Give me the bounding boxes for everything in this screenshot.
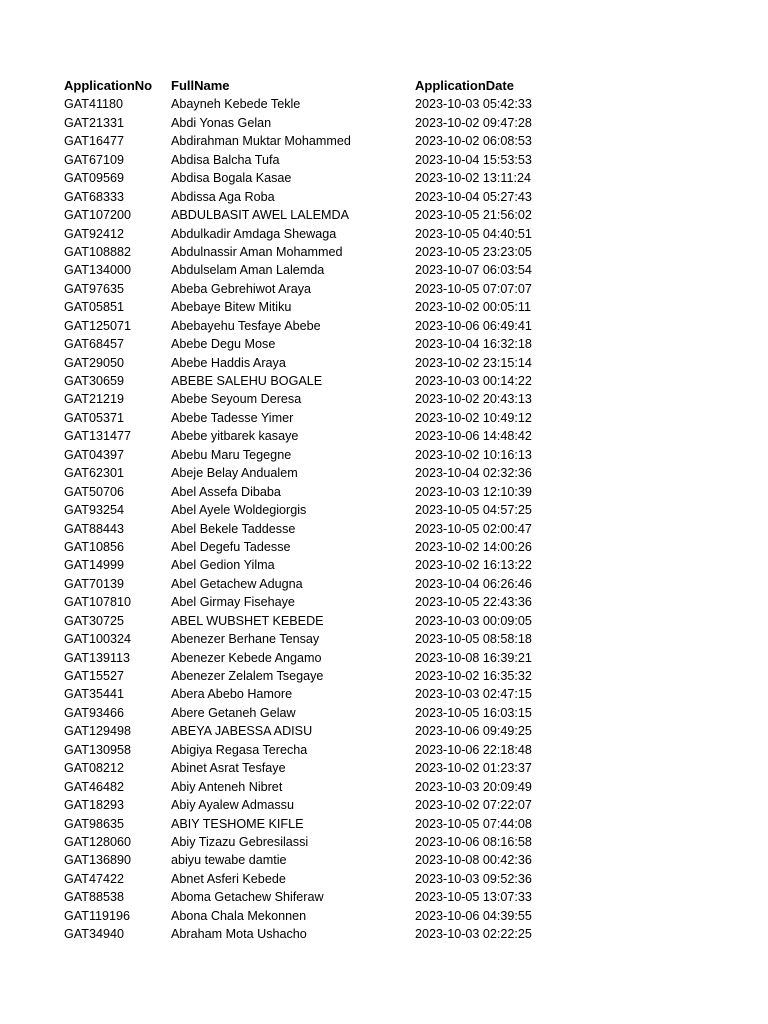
cell-full-name: Abdissa Aga Roba (171, 189, 275, 204)
cell-full-name: Abere Getaneh Gelaw (171, 705, 296, 720)
cell-application-date: 2023-10-05 04:40:51 (415, 226, 532, 241)
cell-application-date: 2023-10-04 16:32:18 (415, 337, 532, 352)
cell-application-no: GAT88538 (64, 890, 124, 905)
cell-application-date: 2023-10-03 12:10:39 (415, 484, 532, 499)
cell-application-date: 2023-10-02 20:43:13 (415, 392, 532, 407)
cell-application-date: 2023-10-02 10:49:12 (415, 410, 532, 425)
cell-application-no: GAT29050 (64, 355, 124, 370)
cell-application-date: 2023-10-05 07:07:07 (415, 281, 532, 296)
header-application-no: ApplicationNo (64, 78, 153, 93)
cell-application-no: GAT50706 (64, 484, 124, 499)
cell-full-name: Abdulselam Aman Lalemda (171, 263, 325, 278)
header-application-date: ApplicationDate (415, 78, 514, 93)
cell-full-name: ABDULBASIT AWEL LALEMDA (171, 208, 350, 223)
cell-application-no: GAT92412 (64, 226, 124, 241)
cell-full-name: Abona Chala Mekonnen (171, 908, 307, 923)
cell-application-no: GAT139113 (64, 650, 131, 665)
cell-application-date: 2023-10-06 04:39:55 (415, 908, 532, 923)
cell-application-no: GAT70139 (64, 576, 124, 591)
cell-application-date: 2023-10-02 07:22:07 (415, 798, 532, 813)
table-row (64, 409, 744, 427)
cell-full-name: Abdulnassir Aman Mohammed (171, 244, 343, 259)
cell-full-name: Abinet Asrat Tesfaye (171, 761, 286, 776)
cell-application-no: GAT128060 (64, 834, 131, 849)
cell-application-date: 2023-10-02 09:47:28 (415, 115, 532, 130)
table-row (64, 261, 744, 279)
cell-full-name: Abenezer Berhane Tensay (171, 632, 320, 647)
cell-application-no: GAT130958 (64, 742, 131, 757)
cell-application-date: 2023-10-03 02:22:25 (415, 927, 532, 942)
table-row (64, 372, 744, 390)
table-row (64, 612, 744, 630)
cell-full-name: Abebe Degu Mose (171, 337, 276, 352)
table-row (64, 280, 744, 298)
cell-application-date: 2023-10-02 01:23:37 (415, 761, 532, 776)
cell-application-date: 2023-10-06 06:49:41 (415, 318, 532, 333)
cell-full-name: Abdi Yonas Gelan (171, 115, 272, 130)
cell-application-no: GAT15527 (64, 669, 124, 683)
cell-application-no: GAT97635 (64, 281, 124, 296)
cell-application-no: GAT16477 (64, 134, 124, 149)
cell-application-date: 2023-10-03 09:52:36 (415, 871, 532, 886)
cell-full-name: abiyu tewabe damtie (171, 853, 287, 868)
table-row (64, 907, 744, 925)
table-row (64, 593, 744, 611)
table-row (64, 741, 744, 759)
cell-application-date: 2023-10-03 05:42:33 (415, 97, 532, 112)
table-row (64, 556, 744, 574)
cell-application-no: GAT10856 (64, 539, 124, 554)
cell-full-name: ABEBE SALEHU BOGALE (171, 374, 323, 388)
table-row (64, 759, 744, 777)
cell-full-name: Abdisa Balcha Tufa (171, 152, 280, 167)
cell-application-no: GAT09569 (64, 171, 124, 186)
table-row (64, 778, 744, 796)
table-row (64, 538, 744, 556)
table-row (64, 243, 744, 261)
cell-application-date: 2023-10-05 23:23:05 (415, 244, 532, 259)
cell-application-no: GAT93254 (64, 503, 124, 518)
cell-application-date: 2023-10-05 07:44:08 (415, 816, 532, 831)
cell-application-date: 2023-10-02 06:08:53 (415, 134, 532, 149)
cell-application-no: GAT62301 (64, 466, 124, 481)
table-row (64, 169, 744, 187)
cell-application-no: GAT47422 (64, 871, 124, 886)
cell-full-name: Abnet Asferi Kebede (171, 871, 286, 886)
table-row (64, 464, 744, 482)
cell-full-name: Abel Getachew Adugna (171, 576, 303, 591)
cell-application-date: 2023-10-02 13:11:24 (415, 171, 532, 186)
cell-application-date: 2023-10-03 00:14:22 (415, 374, 532, 388)
cell-application-no: GAT68457 (64, 337, 124, 352)
cell-application-no: GAT14999 (64, 558, 124, 573)
cell-application-no: GAT125071 (64, 318, 131, 333)
cell-application-date: 2023-10-05 21:56:02 (415, 208, 532, 223)
table-row (64, 501, 744, 519)
cell-full-name: Abera Abebo Hamore (171, 687, 293, 702)
table-row (64, 446, 744, 464)
cell-application-date: 2023-10-08 16:39:21 (415, 650, 532, 665)
cell-application-date: 2023-10-05 08:58:18 (415, 632, 532, 647)
table-row (64, 685, 744, 703)
cell-application-date: 2023-10-02 16:35:32 (415, 669, 532, 683)
cell-application-date: 2023-10-05 13:07:33 (415, 890, 532, 905)
cell-full-name: Abel Gedion Yilma (171, 558, 275, 573)
cell-full-name: Abebe Tadesse Yimer (171, 410, 294, 425)
cell-application-date: 2023-10-05 16:03:15 (415, 705, 532, 720)
cell-application-no: GAT67109 (64, 152, 124, 167)
cell-application-no: GAT21331 (64, 115, 124, 130)
table-row (64, 667, 744, 685)
table-row (64, 114, 744, 132)
cell-application-no: GAT131477 (64, 429, 131, 444)
table-row (64, 575, 744, 593)
table-row (64, 925, 744, 943)
cell-full-name: ABEL WUBSHET KEBEDE (171, 613, 324, 628)
table-row (64, 132, 744, 150)
cell-application-no: GAT88443 (64, 521, 124, 536)
cell-application-no: GAT68333 (64, 189, 124, 204)
cell-application-no: GAT46482 (64, 779, 124, 794)
table-row (64, 815, 744, 833)
table-row (64, 520, 744, 538)
cell-application-no: GAT34940 (64, 927, 124, 942)
table-row (64, 317, 744, 335)
cell-application-date: 2023-10-06 22:18:48 (415, 742, 532, 757)
cell-full-name: Abel Bekele Taddesse (171, 521, 296, 536)
cell-full-name: Abdulkadir Amdaga Shewaga (171, 226, 337, 241)
table-row (64, 888, 744, 906)
cell-application-no: GAT41180 (64, 97, 124, 112)
cell-application-no: GAT35441 (64, 687, 124, 702)
table-row (64, 630, 744, 648)
cell-application-no: GAT30659 (64, 374, 124, 388)
cell-application-date: 2023-10-04 02:32:36 (415, 466, 532, 481)
cell-full-name: Abiy Tizazu Gebresilassi (171, 834, 309, 849)
applications-table (64, 77, 744, 944)
cell-full-name: Abel Degefu Tadesse (171, 539, 291, 554)
cell-application-date: 2023-10-07 06:03:54 (415, 263, 532, 278)
cell-application-no: GAT08212 (64, 761, 124, 776)
cell-application-date: 2023-10-04 06:26:46 (415, 576, 532, 591)
table-row (64, 206, 744, 224)
table-row (64, 833, 744, 851)
cell-full-name: Abenezer Zelalem Tsegaye (171, 669, 324, 683)
cell-application-date: 2023-10-03 00:09:05 (415, 613, 532, 628)
cell-application-date: 2023-10-08 00:42:36 (415, 853, 532, 868)
table-header-row (64, 77, 744, 95)
cell-full-name: Abeba Gebrehiwot Araya (171, 281, 312, 296)
cell-full-name: Aboma Getachew Shiferaw (171, 890, 324, 905)
table-row (64, 335, 744, 353)
cell-full-name: ABIY TESHOME KIFLE (171, 816, 304, 831)
cell-application-date: 2023-10-05 04:57:25 (415, 503, 532, 518)
cell-application-no: GAT93466 (64, 705, 124, 720)
cell-full-name: Abayneh Kebede Tekle (171, 97, 301, 112)
cell-application-date: 2023-10-02 16:13:22 (415, 558, 532, 573)
cell-full-name: Abebe Seyoum Deresa (171, 392, 302, 407)
cell-application-date: 2023-10-02 23:15:14 (415, 355, 532, 370)
cell-full-name: Abenezer Kebede Angamo (171, 650, 322, 665)
cell-full-name: Abebayehu Tesfaye Abebe (171, 318, 321, 333)
table-row (64, 390, 744, 408)
cell-application-no: GAT98635 (64, 816, 124, 831)
cell-application-date: 2023-10-05 02:00:47 (415, 521, 532, 536)
table-row (64, 851, 744, 869)
cell-full-name: Abraham Mota Ushacho (171, 927, 307, 942)
cell-application-date: 2023-10-03 20:09:49 (415, 779, 532, 794)
cell-full-name: Abebe Haddis Araya (171, 355, 286, 370)
table-row (64, 95, 744, 113)
cell-application-date: 2023-10-06 09:49:25 (415, 724, 532, 739)
cell-application-date: 2023-10-04 15:53:53 (415, 152, 532, 167)
cell-application-no: GAT134000 (64, 263, 131, 278)
table-row (64, 870, 744, 888)
table-row (64, 298, 744, 316)
table-row (64, 427, 744, 445)
cell-application-date: 2023-10-04 05:27:43 (415, 189, 532, 204)
table-row (64, 188, 744, 206)
cell-application-no: GAT107810 (64, 595, 131, 610)
cell-application-no: GAT108882 (64, 244, 131, 259)
cell-full-name: ABEYA JABESSA ADISU (171, 724, 313, 739)
cell-application-no: GAT21219 (64, 392, 124, 407)
table-body (64, 95, 744, 943)
cell-application-no: GAT05371 (64, 410, 124, 425)
header-full-name: FullName (171, 78, 230, 93)
cell-application-no: GAT107200 (64, 208, 131, 223)
cell-application-date: 2023-10-03 02:47:15 (415, 687, 532, 702)
cell-application-no: GAT05851 (64, 300, 124, 315)
cell-full-name: Abebe yitbarek kasaye (171, 429, 299, 444)
cell-application-no: GAT04397 (64, 447, 124, 462)
cell-application-no: GAT119196 (64, 908, 131, 923)
cell-full-name: Abebu Maru Tegegne (171, 447, 292, 462)
cell-application-no: GAT129498 (64, 724, 131, 739)
cell-full-name: Abel Girmay Fisehaye (171, 595, 295, 610)
table-row (64, 354, 744, 372)
table-row (64, 722, 744, 740)
cell-application-no: GAT100324 (64, 632, 131, 647)
cell-application-date: 2023-10-02 00:05:11 (415, 300, 532, 315)
cell-full-name: Abebaye Bitew Mitiku (171, 300, 292, 315)
cell-application-no: GAT18293 (64, 798, 124, 813)
table-row (64, 151, 744, 169)
cell-application-date: 2023-10-02 14:00:26 (415, 539, 532, 554)
table-row (64, 225, 744, 243)
cell-application-date: 2023-10-05 22:43:36 (415, 595, 532, 610)
table-row (64, 483, 744, 501)
cell-application-no: GAT136890 (64, 853, 131, 868)
cell-full-name: Abdirahman Muktar Mohammed (171, 134, 351, 149)
cell-full-name: Abeje Belay Andualem (171, 466, 298, 481)
cell-full-name: Abdisa Bogala Kasae (171, 171, 292, 186)
cell-application-no: GAT30725 (64, 613, 124, 628)
table-row (64, 649, 744, 667)
cell-full-name: Abiy Anteneh Nibret (171, 779, 283, 794)
cell-application-date: 2023-10-06 08:16:58 (415, 834, 532, 849)
cell-full-name: Abel Assefa Dibaba (171, 484, 281, 499)
cell-full-name: Abiy Ayalew Admassu (171, 798, 294, 813)
cell-full-name: Abigiya Regasa Terecha (171, 742, 308, 757)
cell-application-date: 2023-10-06 14:48:42 (415, 429, 532, 444)
table-row (64, 796, 744, 814)
table-row (64, 704, 744, 722)
cell-full-name: Abel Ayele Woldegiorgis (171, 503, 307, 518)
cell-application-date: 2023-10-02 10:16:13 (415, 447, 532, 462)
